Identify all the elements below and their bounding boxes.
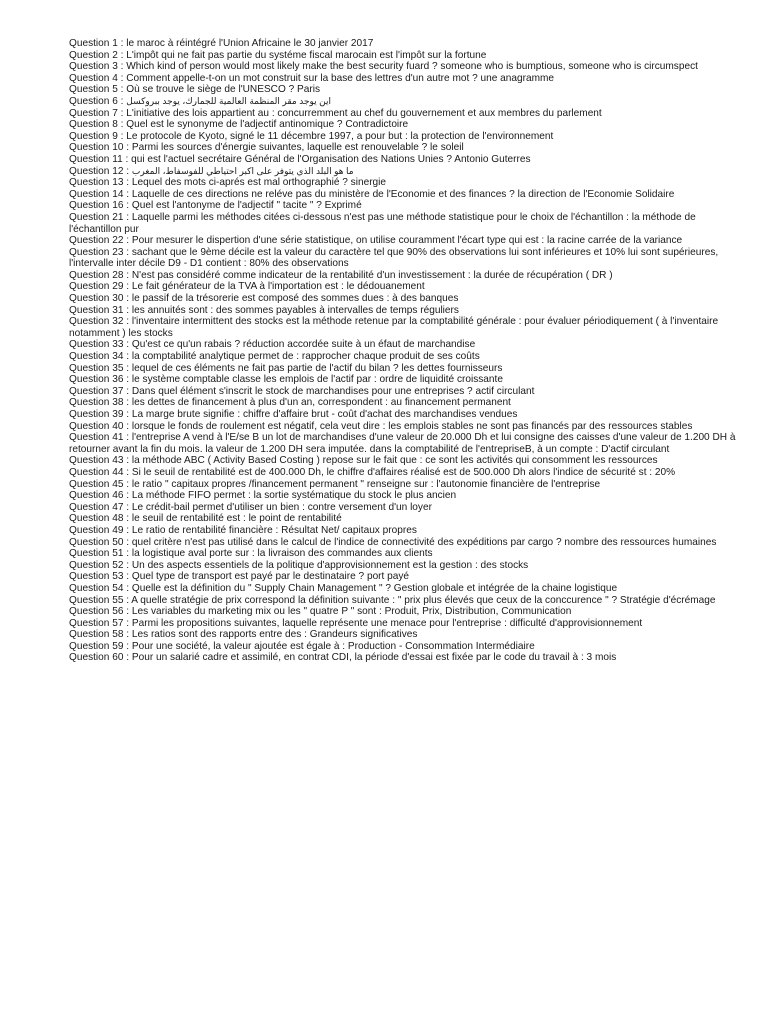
question-line: Question 16 : Quel est l'antonyme de l'adjectif " tacite " ? Exprimé — [69, 200, 362, 212]
question-number: Question 54 — [69, 582, 124, 594]
question-text: Parmi les sources d'énergie suivantes, laquelle est renouvelable ? le soleil — [131, 142, 464, 154]
question-text: Which kind of person would most likely make the best security fuard ? someone who is bumptious, someone who is circumspect — [126, 61, 698, 73]
question-number: Question 1 — [69, 38, 118, 49]
question-line: Question 50 : quel critère n'est pas utilisé dans le calcul de l'indice de connectivité des expéditions par cargo ? nombre des ressources humaines — [69, 536, 717, 548]
question-number: Question 29 — [69, 281, 124, 293]
question-line: Question 14 : Laquelle de ces directions ne reléve pas du ministère de l'Economie et des finances ? la direction de l'Economie Solidaire — [69, 188, 675, 200]
question-number: Question 8 — [69, 119, 118, 131]
question-number: Question 6 — [69, 95, 118, 107]
question-text: Le fait générateur de la TVA à l'importation est : le dédouanement — [131, 281, 425, 293]
question-line: Question 56 : Les variables du marketing mix ou les " quatre P " sont : Produit, Prix, Distribution, Communication — [69, 606, 572, 618]
question-text: La méthode FIFO permet : la sortie systématique du stock le plus ancien — [131, 490, 457, 502]
question-number: Question 33 — [69, 339, 124, 351]
question-line: Question 59 : Pour une société, la valeur ajoutée est égale à : Production - Consommation Intermédiaire — [69, 640, 535, 652]
question-number: Question 35 — [69, 362, 124, 374]
question-text: les dettes de financement à plus d'un an, correspondent : au financement permanent — [131, 397, 511, 409]
question-text: Laquelle parmi les méthodes citées ci-dessous n'est pas une méthode statistique pour le choix de l'échantillon : la méthode de l'échantillon pur — [69, 211, 696, 235]
question-number: Question 53 — [69, 571, 124, 583]
question-text: Quel est l'antonyme de l'adjectif " tacite " ? Exprimé — [131, 200, 362, 212]
question-number: Question 36 — [69, 374, 124, 386]
question-text: lorsque le fonds de roulement est négatif, cela veut dire : les emplois stables ne sont pas financés par des ressources stables — [131, 420, 693, 432]
question-line: Question 38 : les dettes de financement à plus d'un an, correspondent : au financement permanent — [69, 397, 511, 409]
question-number: Question 28 — [69, 269, 124, 281]
question-line: Question 5 : Où se trouve le siège de l'UNESCO ? Paris — [69, 84, 321, 96]
question-number: Question 5 — [69, 84, 118, 96]
question-text: Laquelle de ces directions ne reléve pas du ministère de l'Economie et des finances ? la direction de l'Economie Solidaire — [131, 188, 675, 200]
question-number: Question 32 — [69, 316, 124, 328]
question-line: Question 58 : Les ratios sont des rapports entre des : Grandeurs significatives — [69, 629, 418, 641]
question-line: Question 35 : lequel de ces éléments ne fait pas partie de l'actif du bilan ? les dettes fournisseurs — [69, 362, 503, 374]
question-line: Question 34 : la comptabilité analytique permet de : rapprocher chaque produit de ses coûts — [69, 351, 480, 363]
question-text: Comment appelle-t-on un mot construit sur la base des lettres d'un autre mot ? une anagramme — [126, 72, 555, 84]
question-text: ما هو البلد الذي يتوفر على اكبر احتياطي للفوسفاط، المغرب — [131, 165, 354, 176]
question-text: Le ratio de rentabilité financière : Résultat Net/ capitaux propres — [131, 524, 417, 536]
question-line: Question 6 : اين يوجد مقر المنظمة العالمية للجمارك، يوجد ببروكسل — [69, 95, 332, 107]
question-text: le ratio " capitaux propres /financement permanent " renseigne sur : l'autonomie financière de l'entreprise — [131, 478, 601, 490]
question-number: Question 3 — [69, 61, 118, 73]
question-number: Question 40 — [69, 420, 124, 432]
question-line: Question 60 : Pour un salarié cadre et assimilé, en contrat CDI, la période d'essai est fixée par le code du travail à : 3 mois — [69, 652, 617, 664]
question-text: les annuités sont : des sommes payables à intervalles de temps réguliers — [131, 304, 459, 316]
question-line: Question 33 : Qu'est ce qu'un rabais ? réduction accordée suite à un éfaut de marchandise — [69, 339, 476, 351]
question-line: Question 45 : le ratio " capitaux propres /financement permanent " renseigne sur : l'autonomie financière de l'entreprise — [69, 478, 601, 490]
question-number: Question 60 — [69, 652, 124, 664]
question-line: Question 57 : Parmi les propositions suivantes, laquelle représente une menace pour l'entreprise : difficulté d'approvisionnement — [69, 617, 643, 629]
question-number: Question 2 — [69, 49, 118, 61]
question-line: Question 29 : Le fait générateur de la TVA à l'importation est : le dédouanement — [69, 281, 425, 293]
question-text: Dans quel élément s'inscrit le stock de marchandises pour une entreprises ? actif circulant — [131, 385, 535, 397]
question-text: le passif de la trésorerie est composé des sommes dues : à des banques — [131, 293, 459, 305]
question-line: Question 12 : ما هو البلد الذي يتوفر على اكبر احتياطي للفوسفاط، المغرب — [69, 165, 354, 177]
question-text: La marge brute signifie : chiffre d'affaire brut - coût d'achat des marchandises vendues — [131, 409, 518, 420]
question-text: Lequel des mots ci-aprés est mal orthographié ? sinergie — [131, 177, 387, 189]
question-number: Question 45 — [69, 478, 124, 490]
question-line: Question 10 : Parmi les sources d'énergie suivantes, laquelle est renouvelable ? le soleil — [69, 142, 464, 154]
question-line: Question 7 : L'initiative des lois appartient au : concurremment au chef du gouvernement et aux membres du parlement — [69, 107, 602, 119]
question-line: Question 48 : le seuil de rentabilité est : le point de rentabilité — [69, 513, 342, 525]
question-line: Question 52 : Un des aspects essentiels de la politique d'approvisionnement est la gestion : des stocks — [69, 559, 529, 571]
question-text: Quelle est la définition du " Supply Chain Management " ? Gestion globale et intégrée de la chaine logistique — [131, 582, 618, 594]
question-line: Question 9 : Le protocole de Kyoto, signé le 11 décembre 1997, a pour but : la protection de l'environnement — [69, 130, 554, 142]
question-number: Question 9 — [69, 130, 118, 142]
question-number: Question 39 — [69, 409, 124, 420]
question-line: Question 54 : Quelle est la définition du " Supply Chain Management " ? Gestion globale et intégrée de la chaine logistique — [69, 582, 618, 594]
question-number: Question 12 — [69, 165, 124, 177]
question-text: le maroc à réintégré l'Union Africaine le 30 janvier 2017 — [126, 38, 374, 49]
question-list — [69, 38, 749, 664]
question-text: le système comptable classe les emplois de l'actif par : ordre de liquidité croissante — [131, 374, 503, 386]
question-text: la comptabilité analytique permet de : rapprocher chaque produit de ses coûts — [131, 351, 480, 363]
question-text: Pour une société, la valeur ajoutée est égale à : Production - Consommation Intermédiaire — [131, 640, 535, 652]
question-line: Question 32 : l'inventaire intermittent des stocks est la méthode retenue par la comptabilité générale : pour évaluer périodiquement ( à l'inventaire notamment ) les stocks — [69, 316, 719, 339]
question-line: Question 31 : les annuités sont : des sommes payables à intervalles de temps réguliers — [69, 304, 459, 316]
question-number: Question 44 — [69, 466, 124, 478]
question-text: N'est pas considéré comme indicateur de la rentabilité d'un investissement : la durée de récupération ( DR ) — [131, 269, 613, 281]
question-text: Le crédit-bail permet d'utiliser un bien : contre versement d'un loyer — [131, 501, 432, 513]
question-number: Question 56 — [69, 606, 124, 618]
question-number: Question 50 — [69, 536, 124, 548]
question-line: Question 21 : Laquelle parmi les méthodes citées ci-dessous n'est pas une méthode statistique pour le choix de l'échantillon : la méthode de l'échantillon pur — [69, 211, 696, 235]
question-number: Question 46 — [69, 490, 124, 502]
question-text: Parmi les propositions suivantes, laquelle représente une menace pour l'entreprise : difficulté d'approvisionnement — [131, 617, 643, 629]
question-number: Question 37 — [69, 385, 124, 397]
question-line: Question 44 : Si le seuil de rentabilité est de 400.000 Dh, le chiffre d'affaires réalisé est de 500.000 Dh alors l'indice de sécurité st : 20% — [69, 466, 676, 478]
question-line: Question 28 : N'est pas considéré comme indicateur de la rentabilité d'un investissement : la durée de récupération ( DR ) — [69, 269, 613, 281]
question-number: Question 43 — [69, 455, 124, 467]
question-line: Question 51 : la logistique aval porte sur : la livraison des commandes aux clients — [69, 548, 433, 560]
question-text: Pour un salarié cadre et assimilé, en contrat CDI, la période d'essai est fixée par le code du travail à : 3 mois — [131, 652, 617, 664]
question-line: Question 4 : Comment appelle-t-on un mot construit sur la base des lettres d'un autre mot ? une anagramme — [69, 72, 555, 84]
question-number: Question 51 — [69, 548, 124, 560]
question-line: Question 47 : Le crédit-bail permet d'utiliser un bien : contre versement d'un loyer — [69, 501, 432, 513]
question-line: Question 22 : Pour mesurer le dispertion d'une série statistique, on utilise couramment l'écart type qui est : la racine carrée de la variance — [69, 235, 683, 247]
question-line: Question 55 : A quelle stratégie de prix correspond la définition suivante : " prix plus élevés que ceux de la conccurence " ? Stratégie d'écrémage — [69, 594, 716, 606]
question-number: Question 59 — [69, 640, 124, 652]
question-line: Question 39 : La marge brute signifie : chiffre d'affaire brut - coût d'achat des marchandises vendues — [69, 409, 518, 420]
question-number: Question 58 — [69, 629, 124, 641]
question-text: Le protocole de Kyoto, signé le 11 décembre 1997, a pour but : la protection de l'environnement — [126, 130, 554, 142]
question-text: le seuil de rentabilité est : le point de rentabilité — [131, 513, 342, 525]
question-number: Question 57 — [69, 617, 124, 629]
question-number: Question 23 — [69, 246, 124, 258]
question-line: Question 46 : La méthode FIFO permet : la sortie systématique du stock le plus ancien — [69, 490, 457, 502]
question-text: la logistique aval porte sur : la livraison des commandes aux clients — [131, 548, 433, 560]
question-number: Question 55 — [69, 594, 124, 606]
question-line: Question 41 : l'entreprise A vend à l'E/se B un lot de marchandises d'une valeur de 20.000 Dh et lui consigne des caisses d'une valeur de 1.200 DH à retourner avant la fin du mois. la valeur de 1.200 DH sera imputée. dans la comptabilité de l'entrepriseB, à un compte : D'actif circulant — [69, 432, 736, 455]
question-line: Question 8 : Quel est le synonyme de l'adjectif antinomique ? Contradictoire — [69, 119, 409, 131]
question-number: Question 52 — [69, 559, 124, 571]
question-line: Question 36 : le système comptable classe les emplois de l'actif par : ordre de liquidité croissante — [69, 374, 503, 386]
question-text: Un des aspects essentiels de la politique d'approvisionnement est la gestion : des stocks — [131, 559, 529, 571]
question-line: Question 13 : Lequel des mots ci-aprés est mal orthographié ? sinergie — [69, 177, 387, 189]
question-line: Question 37 : Dans quel élément s'inscrit le stock de marchandises pour une entreprises ? actif circulant — [69, 385, 535, 397]
question-text: A quelle stratégie de prix correspond la définition suivante : " prix plus élevés que ceux de la conccurence " ? Stratégie d'écrémage — [131, 594, 716, 606]
question-number: Question 41 — [69, 432, 124, 444]
question-number: Question 4 — [69, 72, 118, 84]
question-line: Question 23 : sachant que le 9ème décile est la valeur du caractère tel que 90% des observations lui sont inférieures et 10% lui sont supérieures, l'intervalle inter décile D9 - D1 contient : 80% des observations — [69, 246, 719, 270]
question-text: Les ratios sont des rapports entre des : Grandeurs significatives — [131, 629, 418, 641]
question-text: quel critère n'est pas utilisé dans le calcul de l'indice de connectivité des expéditions par cargo ? nombre des ressources humaines — [131, 536, 717, 548]
question-number: Question 47 — [69, 501, 124, 513]
question-text: lequel de ces éléments ne fait pas partie de l'actif du bilan ? les dettes fournisseurs — [131, 362, 503, 374]
question-text: l'inventaire intermittent des stocks est la méthode retenue par la comptabilité générale : pour évaluer périodiquement ( à l'inventaire notamment ) les stocks — [69, 316, 719, 339]
question-number: Question 30 — [69, 293, 124, 305]
question-text: Où se trouve le siège de l'UNESCO ? Paris — [126, 84, 321, 96]
question-text: L'impôt qui ne fait pas partie du systéme fiscal marocain est l'impôt sur la fortune — [126, 49, 487, 61]
question-number: Question 16 — [69, 200, 124, 212]
question-line: Question 49 : Le ratio de rentabilité financière : Résultat Net/ capitaux propres — [69, 524, 417, 536]
question-text: Qu'est ce qu'un rabais ? réduction accordée suite à un éfaut de marchandise — [131, 339, 476, 351]
question-number: Question 48 — [69, 513, 124, 525]
question-line: Question 11 : qui est l'actuel secrétaire Général de l'Organisation des Nations Unies ? Antonio Guterres — [69, 153, 531, 165]
question-number: Question 34 — [69, 351, 124, 363]
question-number: Question 10 — [69, 142, 124, 154]
question-text: L'initiative des lois appartient au : concurremment au chef du gouvernement et aux membres du parlement — [126, 107, 602, 119]
question-text: Pour mesurer le dispertion d'une série statistique, on utilise couramment l'écart type qui est : la racine carrée de la variance — [131, 235, 683, 247]
question-text: Quel type de transport est payé par le destinataire ? port payé — [131, 571, 410, 583]
question-number: Question 31 — [69, 304, 124, 316]
question-text: l'entreprise A vend à l'E/se B un lot de marchandises d'une valeur de 20.000 Dh et lui consigne des caisses d'une valeur de 1.200 DH à retourner avant la fin du mois. la valeur de 1.200 DH sera imputée. dans la comptabilité de l'entrepriseB, à un compte : D'actif circulant — [69, 432, 736, 455]
question-number: Question 22 — [69, 235, 124, 247]
question-line: Question 40 : lorsque le fonds de roulement est négatif, cela veut dire : les emplois stables ne sont pas financés par des ressources stables — [69, 420, 693, 432]
question-number: Question 7 — [69, 107, 118, 119]
question-line: Question 2 : L'impôt qui ne fait pas partie du systéme fiscal marocain est l'impôt sur la fortune — [69, 49, 487, 61]
question-text: Si le seuil de rentabilité est de 400.000 Dh, le chiffre d'affaires réalisé est de 500.000 Dh alors l'indice de sécurité st : 20% — [131, 466, 676, 478]
question-number: Question 11 — [69, 153, 123, 165]
question-number: Question 38 — [69, 397, 124, 409]
question-text: اين يوجد مقر المنظمة العالمية للجمارك، يوجد ببروكسل — [126, 95, 332, 106]
question-line: Question 3 : Which kind of person would most likely make the best security fuard ? someone who is bumptious, someone who is circumspect — [69, 61, 698, 73]
question-text: qui est l'actuel secrétaire Général de l'Organisation des Nations Unies ? Antonio Guterres — [131, 153, 531, 165]
question-text: Quel est le synonyme de l'adjectif antinomique ? Contradictoire — [126, 119, 409, 131]
question-number: Question 21 — [69, 211, 124, 223]
question-text: Les variables du marketing mix ou les " quatre P " sont : Produit, Prix, Distribution, Communication — [131, 606, 572, 618]
question-line: Question 30 : le passif de la trésorerie est composé des sommes dues : à des banques — [69, 293, 459, 305]
question-text: la méthode ABC ( Activity Based Costing ) repose sur le fait que : ce sont les activités qui consomment les ressources — [131, 455, 658, 467]
question-number: Question 14 — [69, 188, 124, 200]
question-line: Question 43 : la méthode ABC ( Activity Based Costing ) repose sur le fait que : ce sont les activités qui consomment les ressources — [69, 455, 658, 467]
question-line: Question 1 : le maroc à réintégré l'Union Africaine le 30 janvier 2017 — [69, 38, 374, 49]
question-number: Question 49 — [69, 524, 124, 536]
question-line: Question 53 : Quel type de transport est payé par le destinataire ? port payé — [69, 571, 410, 583]
question-text: sachant que le 9ème décile est la valeur du caractère tel que 90% des observations lui sont inférieures et 10% lui sont supérieures, l'intervalle inter décile D9 - D1 contient : 80% des observations — [69, 246, 719, 270]
question-number: Question 13 — [69, 177, 124, 189]
